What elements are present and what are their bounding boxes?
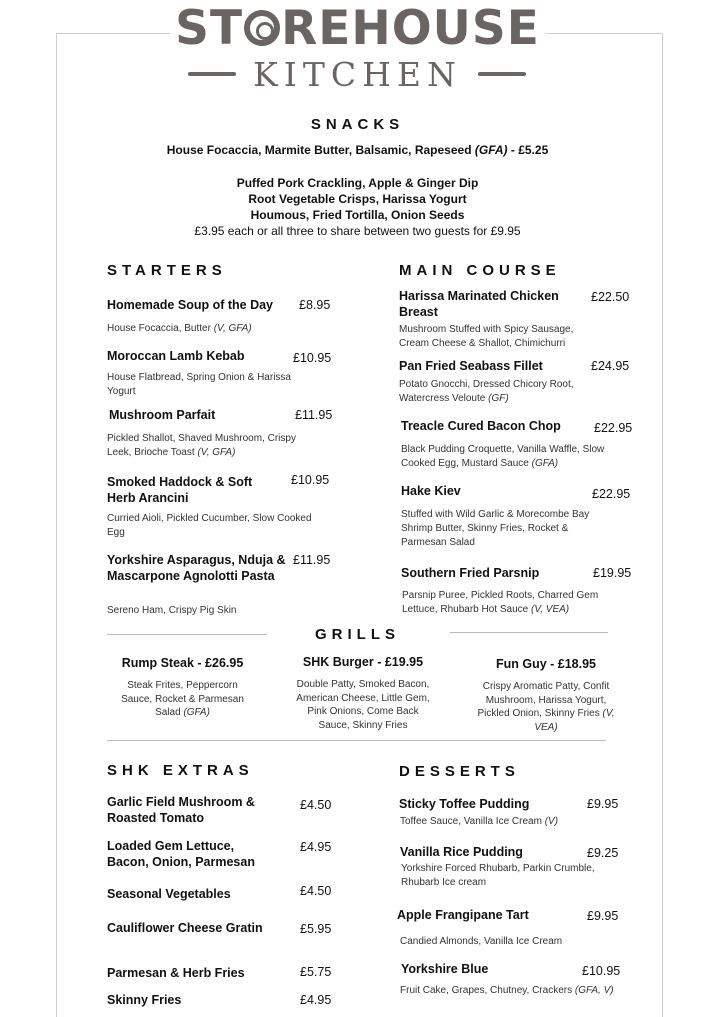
main-desc: Mushroom Stuffed with Spicy Sausage, Cream Cheese & Shallot, Chimichurri	[399, 324, 574, 349]
main-desc: Potato Gnocchi, Dressed Chicory Root, Watercress Veloute (GF)	[399, 379, 574, 404]
starter-desc: Curried Aioli, Pickled Cucumber, Slow Cooked Egg	[107, 513, 312, 538]
starter-item: Yorkshire Asparagus, Nduja & Mascarpone Agnolotti Pasta	[107, 553, 286, 583]
starter-item: Homemade Soup of the Day	[107, 298, 273, 312]
dessert-price: £9.95	[587, 797, 619, 811]
main-price: £24.95	[591, 359, 630, 373]
extra-item: Skinny Fries	[107, 993, 182, 1007]
extra-item: Parmesan & Herb Fries	[107, 966, 245, 980]
main-price: £22.95	[594, 421, 633, 435]
brand-logo-top: ST REHOUSE	[175, 1, 540, 56]
starter-item: Smoked Haddock & Soft Herb Arancini	[107, 475, 253, 505]
main-desc: Parsnip Puree, Pickled Roots, Charred Gem Lettuce, Rhubarb Hot Sauce (V, VEA)	[402, 590, 599, 615]
extra-item: Seasonal Vegetables	[107, 887, 231, 901]
extra-price: £4.95	[300, 993, 332, 1007]
starter-price: £8.95	[299, 298, 331, 312]
section-title-snacks: SNACKS	[310, 116, 405, 133]
extra-price: £5.75	[300, 965, 332, 979]
dessert-item: Vanilla Rice Pudding	[400, 845, 523, 859]
dessert-desc: Fruit Cake, Grapes, Chutney, Crackers (GFA, V)	[400, 985, 614, 996]
fork-icon	[478, 72, 526, 76]
main-desc: Black Pudding Croquette, Vanilla Waffle, Slow Cooked Egg, Mustard Sauce (GFA)	[401, 444, 605, 469]
main-price: £22.50	[591, 290, 630, 304]
extra-price: £4.95	[300, 840, 332, 854]
dessert-price: £9.95	[587, 909, 619, 923]
main-desc: Stuffed with Wild Garlic & Morecombe Bay Shrimp Butter, Skinny Fries, Rocket & Parmesan Salad	[401, 509, 590, 548]
section-title-desserts: DESSERTS	[399, 763, 520, 780]
extra-item: Loaded Gem Lettuce, Bacon, Onion, Parmesan	[107, 839, 255, 869]
main-item: Hake Kiev	[401, 484, 461, 498]
dessert-item: Yorkshire Blue	[401, 962, 489, 976]
snack-item: Puffed Pork Crackling, Apple & Ginger Dip	[236, 176, 479, 190]
dessert-item: Sticky Toffee Pudding	[399, 797, 530, 811]
dessert-price: £9.25	[587, 846, 619, 860]
extra-item: Garlic Field Mushroom & Roasted Tomato	[107, 795, 255, 825]
grill-item: Fun Guy - £18.95 Crispy Aromatic Patty, Confit Mushroom, Harissa Yogurt, Pickled Onion, Skinny Fries (V, VEA)	[477, 657, 615, 733]
main-item: Harissa Marinated Chicken Breast	[399, 289, 559, 319]
divider-line	[450, 632, 608, 633]
starter-desc: Pickled Shallot, Shaved Mushroom, Crispy Leek, Brioche Toast (V, GFA)	[107, 433, 296, 458]
section-title-main-course: MAIN COURSE	[399, 262, 561, 279]
snack-item: Root Vegetable Crisps, Harissa Yogurt	[248, 192, 467, 206]
main-item: Treacle Cured Bacon Chop	[401, 419, 561, 433]
main-item: Southern Fried Parsnip	[401, 566, 540, 580]
main-item: Pan Fried Seabass Fillet	[399, 359, 543, 373]
main-price: £22.95	[592, 487, 631, 501]
snack-item: Houmous, Fried Tortilla, Onion Seeds	[250, 208, 465, 222]
brand-logo-bottom: KITCHEN	[253, 55, 462, 94]
dessert-desc: Yorkshire Forced Rhubarb, Parkin Crumble, Rhubarb Ice cream	[401, 863, 595, 888]
dessert-desc: Candied Almonds, Vanilla Ice Cream	[400, 936, 563, 947]
main-price: £19.95	[593, 566, 632, 580]
section-title-extras: SHK EXTRAS	[107, 762, 254, 779]
extra-item: Cauliflower Cheese Gratin	[107, 921, 263, 935]
snack-focaccia: House Focaccia, Marmite Butter, Balsamic, Rapeseed (GFA) - £5.25	[166, 143, 549, 157]
dessert-desc: Toffee Sauce, Vanilla Ice Cream (V)	[400, 816, 559, 827]
gear-icon	[244, 10, 280, 46]
divider-line	[107, 740, 606, 741]
snack-trio-price: £3.95 each or all three to share between two guests for £9.95	[194, 224, 521, 238]
section-title-starters: STARTERS	[107, 262, 227, 279]
starter-item: Mushroom Parfait	[109, 408, 216, 422]
starter-price: £11.95	[295, 408, 333, 422]
starter-desc: Sereno Ham, Crispy Pig Skin	[107, 605, 237, 616]
starter-desc: House Flatbread, Spring Onion & Harissa Yogurt	[107, 372, 291, 397]
dessert-price: £10.95	[582, 964, 621, 978]
extra-price: £4.50	[300, 884, 332, 898]
starter-price: £10.95	[291, 473, 330, 487]
extra-price: £4.50	[300, 798, 332, 812]
starter-price: £10.95	[293, 351, 332, 365]
grill-item: SHK Burger - £19.95 Double Patty, Smoked Bacon, American Cheese, Little Gem, Pink Onions, Come Back Sauce, Skinny Fries	[296, 655, 430, 731]
starter-price: £11.95	[293, 553, 331, 567]
section-title-grills: GRILLS	[315, 626, 400, 643]
starter-desc: House Focaccia, Butter (V, GFA)	[107, 323, 252, 334]
dessert-item: Apple Frangipane Tart	[397, 908, 529, 922]
extra-price: £5.95	[300, 922, 332, 936]
grill-item: Rump Steak - £26.95 Steak Frites, Peppercorn Sauce, Rocket & Parmesan Salad (GFA)	[121, 656, 244, 718]
starter-item: Moroccan Lamb Kebab	[107, 349, 245, 363]
